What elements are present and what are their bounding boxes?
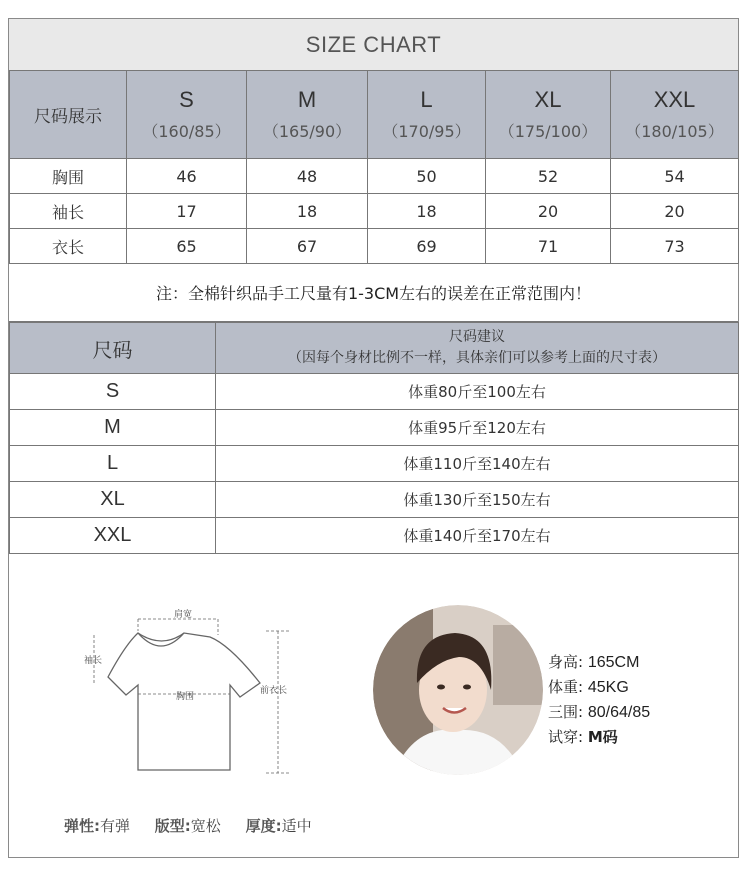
advice-title: 尺码建议 bbox=[449, 329, 505, 345]
size-col-header: L （170/95） bbox=[368, 71, 486, 159]
advice-cell: 体重140斤至170左右 bbox=[216, 518, 739, 554]
table-cell: 20 bbox=[611, 194, 739, 229]
table-cell: 48 bbox=[247, 159, 368, 194]
table-cell: 67 bbox=[247, 229, 368, 264]
size-cell: XL bbox=[10, 482, 216, 518]
table-row bbox=[10, 410, 739, 446]
size-advice-table bbox=[9, 322, 739, 554]
model-weight: 体重: 45KG bbox=[548, 678, 629, 696]
row-label: 胸围 bbox=[10, 159, 127, 194]
advice-header-row bbox=[10, 323, 739, 374]
table-row bbox=[10, 374, 739, 410]
sleeve-length-label: 袖长 bbox=[84, 656, 103, 666]
size-cell: XXL bbox=[10, 518, 216, 554]
size-header: 尺码 bbox=[10, 323, 216, 374]
table-cell: 18 bbox=[247, 194, 368, 229]
property-elasticity: 弹性:有弹 bbox=[64, 817, 131, 835]
size-table bbox=[9, 70, 739, 264]
table-cell: 52 bbox=[486, 159, 611, 194]
model-info bbox=[548, 650, 650, 750]
model-photo bbox=[373, 605, 543, 775]
model-measurements: 三围: 80/64/85 bbox=[548, 703, 651, 721]
size-display-header: 尺码展示 bbox=[10, 71, 127, 159]
table-cell: 17 bbox=[127, 194, 247, 229]
advice-header bbox=[216, 323, 739, 374]
property-fit: 版型:宽松 bbox=[154, 817, 221, 835]
table-row bbox=[10, 194, 739, 229]
table-cell: 73 bbox=[611, 229, 739, 264]
advice-cell: 体重110斤至140左右 bbox=[216, 446, 739, 482]
advice-cell: 体重130斤至150左右 bbox=[216, 482, 739, 518]
model-height: 身高: 165CM bbox=[548, 653, 640, 671]
table-row bbox=[10, 518, 739, 554]
table-cell: 18 bbox=[368, 194, 486, 229]
model-tried-size: 试穿: M码 bbox=[548, 728, 618, 746]
size-col-header: XL （175/100） bbox=[486, 71, 611, 159]
page-title: SIZE CHART bbox=[9, 19, 738, 70]
table-row bbox=[10, 482, 739, 518]
table-cell: 20 bbox=[486, 194, 611, 229]
table-cell: 65 bbox=[127, 229, 247, 264]
size-col-header: M （165/90） bbox=[247, 71, 368, 159]
table-row bbox=[10, 446, 739, 482]
table-row bbox=[10, 229, 739, 264]
table-cell: 46 bbox=[127, 159, 247, 194]
size-header-row bbox=[10, 71, 739, 159]
table-cell: 69 bbox=[368, 229, 486, 264]
tshirt-measurement-diagram bbox=[80, 605, 310, 785]
body-length-label: 前衣长 bbox=[260, 686, 288, 696]
advice-cell: 体重80斤至100左右 bbox=[216, 374, 739, 410]
size-cell: L bbox=[10, 446, 216, 482]
table-cell: 54 bbox=[611, 159, 739, 194]
shoulder-width-label: 肩宽 bbox=[174, 610, 193, 620]
row-label: 衣长 bbox=[10, 229, 127, 264]
size-col-header: XXL （180/105） bbox=[611, 71, 739, 159]
row-label: 袖长 bbox=[10, 194, 127, 229]
fabric-properties bbox=[64, 815, 332, 836]
measurement-note: 注：全棉针织品手工尺量有1-3CM左右的误差在正常范围内！ bbox=[9, 264, 738, 322]
size-col-header: S （160/85） bbox=[127, 71, 247, 159]
size-cell: S bbox=[10, 374, 216, 410]
table-cell: 50 bbox=[368, 159, 486, 194]
chest-label: 胸围 bbox=[176, 692, 195, 702]
size-cell: M bbox=[10, 410, 216, 446]
advice-cell: 体重95斤至120左右 bbox=[216, 410, 739, 446]
property-thickness: 厚度:适中 bbox=[245, 817, 312, 835]
table-cell: 71 bbox=[486, 229, 611, 264]
table-row bbox=[10, 159, 739, 194]
advice-subtitle: （因每个身材比例不一样，具体亲们可以参考上面的尺寸表） bbox=[288, 350, 666, 366]
